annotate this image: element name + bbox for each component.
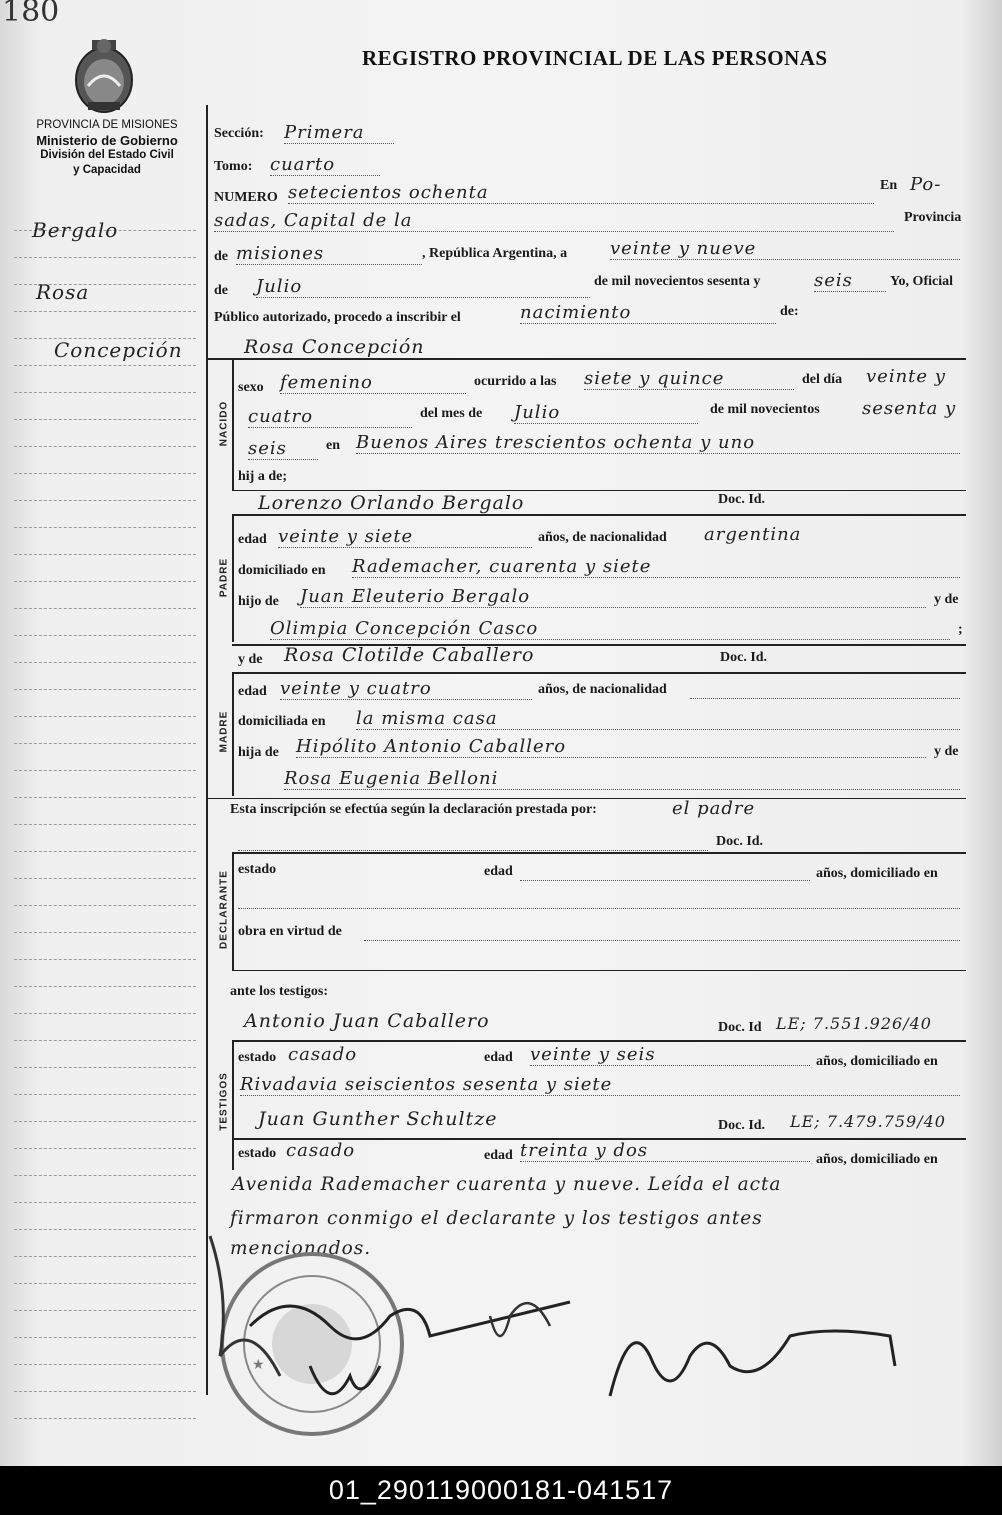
margin-ruled-line bbox=[14, 1391, 196, 1392]
margin-ruled-line bbox=[14, 392, 196, 393]
padre-doc-label: Doc. Id. bbox=[718, 492, 766, 507]
testigo2-estado: casado bbox=[286, 1140, 356, 1161]
madre-nombre: Rosa Clotilde Caballero bbox=[284, 644, 535, 666]
padre-edad-value: veinte y siete bbox=[278, 526, 532, 548]
margin-ruled-line bbox=[14, 1121, 196, 1122]
sexo-value: femenino bbox=[280, 372, 466, 394]
republica-label: , República Argentina, a bbox=[422, 246, 568, 261]
nacido-nombre: Rosa Concepción bbox=[244, 336, 425, 358]
place-cont: sadas, Capital de la bbox=[214, 210, 894, 232]
madre-bracket bbox=[232, 672, 234, 796]
dia-value: veinte y bbox=[866, 366, 946, 387]
padre-domicilio: Rademacher, cuarenta y siete bbox=[352, 556, 960, 578]
testigo1-edad-label: edad bbox=[484, 1050, 513, 1065]
ocurrido-label: ocurrido a las bbox=[474, 374, 557, 389]
padre-padre-de: Juan Eleuterio Bergalo bbox=[300, 586, 926, 608]
declaracion-label: Esta inscripción se efectúa según la declaración prestada por: bbox=[230, 802, 597, 817]
madre-yde-label: y de bbox=[238, 652, 263, 667]
padre-edad-label: edad bbox=[238, 532, 267, 547]
testigo2-anios-label: años, domiciliado en bbox=[816, 1152, 938, 1167]
mes-label: del mes de bbox=[420, 406, 483, 421]
margin-ruled-line bbox=[14, 932, 196, 933]
margin-ruled-line bbox=[14, 1202, 196, 1203]
publico-label: Público autorizado, procedo a inscribir el bbox=[214, 310, 461, 325]
margin-ruled-line bbox=[14, 878, 196, 879]
margin-ruled-line bbox=[14, 905, 196, 906]
rule-madre-body bbox=[232, 672, 966, 674]
declaracion-value: el padre bbox=[672, 798, 756, 819]
issuer-capacidad: y Capacidad bbox=[73, 164, 141, 176]
hora-value: siete y quince bbox=[584, 368, 794, 390]
margin-ruled-line bbox=[14, 608, 196, 609]
testigo2-edad: treinta y dos bbox=[520, 1140, 810, 1162]
coat-of-arms-icon bbox=[66, 36, 142, 116]
padre-hijo-label: hijo de bbox=[238, 594, 279, 609]
testigo1-anios-label: años, domiciliado en bbox=[816, 1054, 938, 1069]
margin-ruled-line bbox=[14, 500, 196, 501]
margin-surname: Bergalo bbox=[32, 218, 119, 242]
declarante-name-blank bbox=[238, 832, 708, 851]
numero-label: NUMERO bbox=[214, 190, 278, 205]
margin-ruled-line bbox=[14, 689, 196, 690]
margin-ruled-line bbox=[14, 1256, 196, 1257]
issuer-ministry: Ministerio de Gobierno bbox=[36, 133, 178, 148]
en-value: Po- bbox=[910, 174, 942, 195]
issuer-division: División del Estado Civil bbox=[40, 149, 174, 161]
testigo2-doc: LE; 7.479.759/40 bbox=[790, 1112, 946, 1131]
madre-domicilio: la misma casa bbox=[356, 708, 960, 730]
mes-value: Julio bbox=[514, 402, 698, 424]
sexo-label: sexo bbox=[238, 380, 264, 395]
document-title: REGISTRO PROVINCIAL DE LAS PERSONAS bbox=[362, 46, 828, 70]
margin-ruled-line bbox=[14, 1094, 196, 1095]
testigo1-estado-label: estado bbox=[238, 1050, 277, 1065]
margin-ruled-line bbox=[14, 1283, 196, 1284]
testigo1-domicilio: Rivadavia seiscientos sesenta y siete bbox=[240, 1074, 960, 1096]
signature-scribbles-icon bbox=[190, 1216, 910, 1436]
margin-ruled-line bbox=[14, 446, 196, 447]
dia-label: del día bbox=[802, 372, 843, 387]
margin-ruled-line bbox=[14, 1013, 196, 1014]
padre-dom-label: domiciliado en bbox=[238, 563, 326, 578]
declarante-doc-label: Doc. Id. bbox=[716, 834, 764, 849]
margin-ruled-line bbox=[14, 716, 196, 717]
cierre-line-2: mencionados. bbox=[230, 1238, 372, 1259]
margin-name2: Concepción bbox=[54, 338, 183, 362]
testigo1-estado: casado bbox=[288, 1044, 358, 1065]
margin-ruled-line bbox=[14, 797, 196, 798]
padre-semicolon: ; bbox=[958, 622, 963, 637]
testigo2-doc-label: Doc. Id. bbox=[718, 1118, 766, 1133]
padre-nombre: Lorenzo Orlando Bergalo bbox=[258, 492, 525, 514]
year-value: seis bbox=[814, 270, 886, 292]
issuer-province: PROVINCIA DE MISIONES bbox=[36, 119, 178, 131]
margin-ruled-line bbox=[14, 959, 196, 960]
margin-ruled-line bbox=[14, 1229, 196, 1230]
margin-ruled-line bbox=[14, 1175, 196, 1176]
en-label: En bbox=[880, 178, 898, 193]
yo-oficial-label: Yo, Oficial bbox=[890, 274, 953, 289]
de-label-3: de: bbox=[780, 304, 799, 319]
margin-ruled-line bbox=[14, 1067, 196, 1068]
padre-bracket bbox=[232, 514, 234, 642]
side-label-nacido: NACIDO bbox=[218, 400, 230, 447]
margin-ruled-line bbox=[14, 851, 196, 852]
acto-value: nacimiento bbox=[520, 302, 776, 324]
testigos-label: ante los testigos: bbox=[230, 984, 328, 999]
madre-edad-label: edad bbox=[238, 684, 267, 699]
madre-madre-de: Rosa Eugenia Belloni bbox=[284, 768, 960, 790]
madre-hija-label: hija de bbox=[238, 745, 279, 760]
provincia-value: misiones bbox=[236, 243, 422, 265]
margin-ruled-line bbox=[14, 311, 196, 312]
rule-declarante-top bbox=[232, 852, 966, 854]
margin-ruled-line bbox=[14, 635, 196, 636]
margin-ruled-line bbox=[14, 1148, 196, 1149]
month-value: Julio bbox=[256, 276, 590, 298]
footer-file-id: 01_290119000181-041517 bbox=[0, 1466, 1002, 1515]
side-label-declarante: DECLARANTE bbox=[218, 870, 230, 949]
seccion-value: Primera bbox=[284, 122, 394, 144]
margin-ruled-line bbox=[14, 770, 196, 771]
de-label-1: de bbox=[214, 249, 228, 264]
margin-ruled-line bbox=[14, 1364, 196, 1365]
rule-padre-body bbox=[232, 514, 966, 516]
nacido-bracket bbox=[232, 358, 234, 490]
side-label-testigos: TESTIGOS bbox=[218, 1072, 230, 1131]
padre-madre-de: Olimpia Concepción Casco bbox=[270, 618, 950, 640]
tomo-label: Tomo: bbox=[214, 159, 253, 174]
madre-padre-de: Hipólito Antonio Caballero bbox=[296, 736, 926, 758]
numero-value: setecientos ochenta bbox=[288, 182, 874, 204]
main-left-border bbox=[206, 105, 208, 1395]
declarante-edad-label: edad bbox=[484, 864, 513, 879]
margin-ruled-line bbox=[14, 1418, 196, 1419]
anio2-value: seis bbox=[248, 438, 318, 460]
anio-label: de mil novecientos bbox=[710, 402, 820, 417]
padre-nac-label: años, de nacionalidad bbox=[538, 530, 667, 545]
margin-ruled-line bbox=[14, 1040, 196, 1041]
margin-ruled-line bbox=[14, 824, 196, 825]
declarante-edad-blank bbox=[520, 864, 810, 881]
margin-ruled-line bbox=[14, 581, 196, 582]
testigo1-edad: veinte y seis bbox=[530, 1044, 810, 1066]
testigo1-nombre: Antonio Juan Caballero bbox=[244, 1010, 490, 1032]
rule-declarante-bottom bbox=[232, 970, 966, 971]
margin-ruled-line bbox=[14, 743, 196, 744]
madre-doc-label: Doc. Id. bbox=[720, 650, 768, 665]
declarante-anios-label: años, domiciliado en bbox=[816, 866, 938, 881]
de-label-2: de bbox=[214, 283, 228, 298]
madre-dom-label: domiciliada en bbox=[238, 714, 326, 729]
madre-nac-label: años, de nacionalidad bbox=[538, 682, 667, 697]
margin-ruled-line bbox=[14, 554, 196, 555]
rule-padre-top bbox=[232, 490, 966, 491]
margin-ruled-line bbox=[14, 986, 196, 987]
margin-ruled-line bbox=[14, 662, 196, 663]
testigo2-edad-label: edad bbox=[484, 1148, 513, 1163]
testigo2-domicilio: Avenida Rademacher cuarenta y nueve. Leída el acta bbox=[232, 1174, 782, 1195]
margin-ruled-line bbox=[14, 473, 196, 474]
rule-testigos-top bbox=[232, 1040, 966, 1042]
testigo1-doc-label: Doc. Id bbox=[718, 1020, 762, 1035]
margin-ruled-line bbox=[14, 257, 196, 258]
margin-ruled-line bbox=[14, 1337, 196, 1338]
day-value: veinte y nueve bbox=[610, 238, 960, 260]
rule-declaracion bbox=[206, 798, 966, 799]
testigo1-doc: LE; 7.551.926/40 bbox=[776, 1014, 932, 1033]
svg-text:★: ★ bbox=[252, 1357, 265, 1373]
tomo-value: cuarto bbox=[270, 154, 380, 176]
declarante-dom-blank bbox=[238, 896, 960, 909]
page-number: 180 bbox=[2, 0, 60, 29]
declarante-estado-label: estado bbox=[238, 862, 277, 877]
dia2-value: cuatro bbox=[248, 406, 412, 428]
year-label: de mil novecientos sesenta y bbox=[594, 274, 761, 289]
testigo2-estado-label: estado bbox=[238, 1146, 277, 1161]
margin-ruled-line bbox=[14, 527, 196, 528]
side-label-padre: PADRE bbox=[218, 557, 230, 598]
madre-edad-value: veinte y cuatro bbox=[280, 678, 532, 700]
issuer-block bbox=[10, 118, 204, 178]
margin-name1: Rosa bbox=[36, 280, 90, 304]
rule-nacido-top bbox=[206, 358, 966, 360]
madre-yde2-label: y de bbox=[934, 744, 959, 759]
margin-ruled-line bbox=[14, 1310, 196, 1311]
margin-ruled-line bbox=[14, 365, 196, 366]
testigo2-nombre: Juan Gunther Schultze bbox=[258, 1108, 498, 1130]
padre-nacionalidad: argentina bbox=[704, 524, 802, 545]
provincia-label: Provincia bbox=[904, 210, 962, 225]
declarante-bracket bbox=[232, 852, 234, 970]
testigos-bracket bbox=[232, 1040, 234, 1170]
side-label-madre: MADRE bbox=[218, 710, 230, 753]
padre-yde-label: y de bbox=[934, 592, 959, 607]
seccion-label: Sección: bbox=[214, 126, 264, 141]
madre-nacionalidad-blank bbox=[690, 680, 960, 699]
cierre-line-1: firmaron conmigo el declarante y los testigos antes bbox=[230, 1208, 763, 1229]
lugar-en-label: en bbox=[326, 438, 340, 453]
hij-label: hij a de; bbox=[238, 469, 287, 484]
declarante-obra-blank bbox=[364, 924, 960, 941]
margin-ruled-line bbox=[14, 419, 196, 420]
anio-value: sesenta y bbox=[862, 398, 957, 419]
declarante-obra-label: obra en virtud de bbox=[238, 924, 342, 939]
lugar-value: Buenos Aires trescientos ochenta y uno bbox=[356, 432, 960, 454]
